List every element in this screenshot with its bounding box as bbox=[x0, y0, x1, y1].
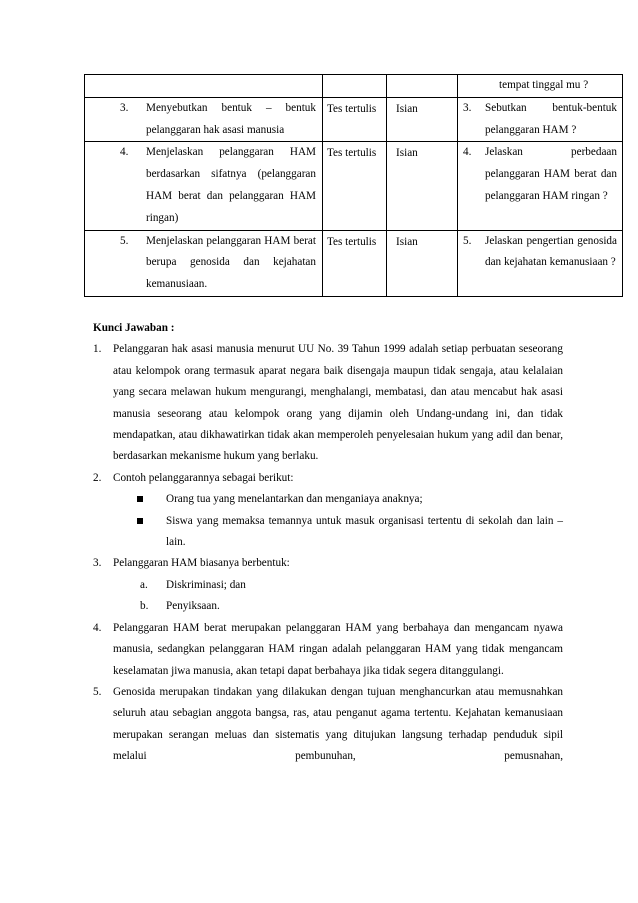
table-row bbox=[85, 230, 623, 296]
indikator-text: Menjelaskan pelanggaran HAM berdasarkan sifatnya (pelanggaran HAM berat dan pelanggaran HAM ringan) bbox=[146, 146, 316, 224]
bentuk-text: Isian bbox=[396, 235, 418, 248]
soal-number: 4. bbox=[463, 146, 472, 159]
soal-number: 3. bbox=[463, 101, 472, 114]
row-number: 5. bbox=[120, 234, 129, 247]
answer-number: 4. bbox=[93, 621, 102, 634]
answer-item bbox=[93, 553, 563, 617]
teknik-cell bbox=[323, 142, 387, 230]
answer-number: 5. bbox=[93, 685, 102, 698]
bentuk-text: Isian bbox=[396, 102, 418, 115]
square-bullet-icon bbox=[137, 496, 143, 502]
answer-text: Pelanggaran HAM biasanya berbentuk: bbox=[113, 557, 290, 570]
answer-number: 3. bbox=[93, 557, 102, 570]
answer-item bbox=[93, 618, 563, 682]
list-label: b. bbox=[140, 600, 149, 613]
answer-number: 2. bbox=[93, 471, 102, 484]
list-text: Penyiksaan. bbox=[166, 600, 220, 613]
answer-text: Contoh pelanggarannya sebagai berikut: bbox=[113, 471, 294, 484]
question-grid-table bbox=[84, 74, 623, 297]
soal-number: 5. bbox=[463, 234, 472, 247]
table-row bbox=[85, 75, 623, 98]
teknik-cell bbox=[323, 75, 387, 98]
indikator-cell bbox=[85, 230, 323, 296]
teknik-cell bbox=[323, 230, 387, 296]
square-bullet-icon bbox=[137, 518, 143, 524]
bentuk-cell bbox=[387, 75, 458, 98]
row-number: 4. bbox=[120, 146, 129, 159]
indikator-text: Menjelaskan pelanggaran HAM berat berupa genosida dan kejahatan kemanusiaan. bbox=[146, 234, 316, 291]
teknik-text: Tes tertulis bbox=[327, 147, 377, 160]
bentuk-cell bbox=[387, 230, 458, 296]
row-number: 3. bbox=[120, 101, 129, 114]
soal-text: Jelaskan pengertian genosida dan kejahatan kemanusiaan ? bbox=[485, 234, 617, 269]
bullet-item bbox=[113, 511, 563, 554]
soal-cell bbox=[458, 97, 623, 142]
bullet-item bbox=[113, 489, 563, 510]
answer-key-section bbox=[93, 318, 563, 768]
table-row bbox=[85, 97, 623, 142]
indikator-cell bbox=[85, 142, 323, 230]
answer-text: Pelanggaran HAM berat merupakan pelanggaran HAM yang berbahaya dan mengancam nyawa manusia, sedangkan pelanggaran HAM ringan adalah pelanggaran HAM yang tidak mengancam keselamatan jiwa manusia, akan tetapi dapat berbahaya jika tidak segera ditanggulangi. bbox=[113, 621, 563, 677]
bentuk-text: Isian bbox=[396, 147, 418, 160]
soal-cell bbox=[458, 142, 623, 230]
list-item bbox=[113, 575, 563, 596]
table-row bbox=[85, 142, 623, 230]
soal-text: tempat tinggal mu ? bbox=[499, 79, 589, 91]
answer-text: Pelanggaran hak asasi manusia menurut UU No. 39 Tahun 1999 adalah setiap perbuatan seseorang atau kelompok orang termasuk aparat negara baik disengaja maupun tidak sengaja, atau kelalaian yang secara melawan hukum mengurangi, menghalangi, membatasi, dan atau mencabut hak asasi manusia seseorang atau kelompok orang yang dijamin oleh Undang-undang ini, dan tidak mendapatkan, atau dikhawatirkan tidak akan memperoleh penyelesaian hukum yang adil dan benar, berdasarkan mekanisme hukum yang berlaku. bbox=[113, 343, 563, 463]
soal-text: Jelaskan perbedaan pelanggaran HAM berat dan pelanggaran HAM ringan ? bbox=[485, 146, 617, 202]
bullet-text: Orang tua yang menelantarkan dan menganiaya anaknya; bbox=[166, 493, 423, 506]
answer-item bbox=[93, 468, 563, 554]
soal-cell bbox=[458, 75, 623, 98]
list-item bbox=[113, 596, 563, 617]
soal-text: Sebutkan bentuk-bentuk pelanggaran HAM ? bbox=[485, 101, 617, 136]
answer-text: Genosida merupakan tindakan yang dilakukan dengan tujuan menghancurkan atau memusnahkan seluruh atau sebagian anggota bangsa, ras, atau penganut agama tertentu. Kejahatan kemanusiaan merupakan serangan meluas dan sistematis yang ditujukan langsung terhadap penduduk sipil melalui pembunuhan, pemusnahan, bbox=[113, 685, 563, 763]
list-label: a. bbox=[140, 578, 148, 591]
indikator-cell bbox=[85, 75, 323, 98]
list-text: Diskriminasi; dan bbox=[166, 578, 246, 591]
bentuk-cell bbox=[387, 142, 458, 230]
soal-cell bbox=[458, 230, 623, 296]
answer-item bbox=[93, 339, 563, 467]
bullet-text: Siswa yang memaksa temannya untuk masuk organisasi tertentu di sekolah dan lain – lain. bbox=[166, 514, 563, 549]
indikator-text: Menyebutkan bentuk – bentuk pelanggaran hak asasi manusia bbox=[146, 101, 316, 136]
bentuk-cell bbox=[387, 97, 458, 142]
teknik-cell bbox=[323, 97, 387, 142]
answer-item bbox=[93, 682, 563, 768]
teknik-text: Tes tertulis bbox=[327, 102, 377, 115]
teknik-text: Tes tertulis bbox=[327, 235, 377, 248]
answer-key-title: Kunci Jawaban : bbox=[93, 322, 175, 334]
answer-number: 1. bbox=[93, 343, 102, 356]
indikator-cell bbox=[85, 97, 323, 142]
